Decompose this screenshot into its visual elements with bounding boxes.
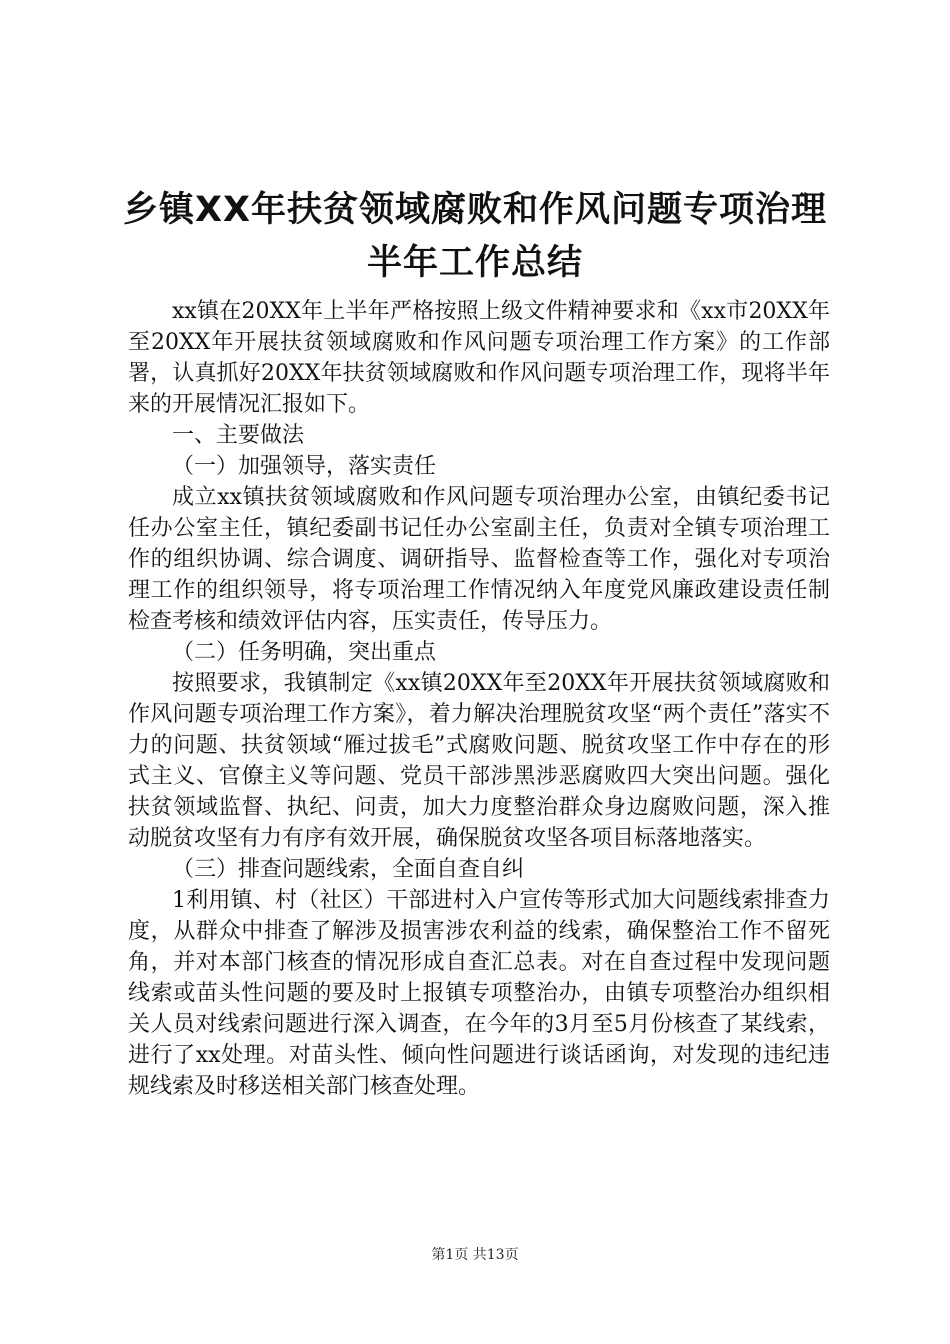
document-body [128,296,830,1102]
intro-paragraph: xx镇在20XX年上半年严格按照上级文件精神要求和《xx市20XX年至20XX年开展扶贫领域腐败和作风问题专项治理工作方案》的工作部署，认真抓好20XX年扶贫领域腐败和作风问题专项治理工作，现将半年来的开展情况汇报如下。 [128,299,830,417]
subheading-investigation: （三）排查问题线索，全面自查自纠 [172,857,525,882]
paragraph-investigation: 1利用镇、村（社区）干部进村入户宣传等形式加大问题线索排查力度，从群众中排查了解涉及损害涉农利益的线索，确保整治工作不留死角，并对本部门核查的情况形成自查汇总表。对在自查过程中发现问题线索或苗头性问题的要及时上报镇专项整治办，由镇专项整治办组织相关人员对线索问题进行深入调查，在今年的3月至5月份核查了某线索，进行了xx处理。对苗头性、倾向性问题进行谈话函询，对发现的违纪违规线索及时移送相关部门核查处理。 [128,888,830,1099]
document-title-line2: 半年工作总结 [366,243,583,283]
paragraph-tasks: 按照要求，我镇制定《xx镇20XX年至20XX年开展扶贫领域腐败和作风问题专项治理工作方案》，着力解决治理脱贫攻坚“两个责任”落实不力的问题、扶贫领域“雁过拔毛”式腐败问题、脱贫攻坚工作中存在的形式主义、官僚主义等问题、党员干部涉黑涉恶腐败四大突出问题。强化扶贫领域监督、执纪、问责，加大力度整治群众身边腐败问题，深入推动脱贫攻坚有力有序有效开展，确保脱贫攻坚各项目标落地落实。 [128,671,830,851]
section-heading-main-practices: 一、主要做法 [172,423,305,448]
paragraph-leadership: 成立xx镇扶贫领域腐败和作风问题专项治理办公室，由镇纪委书记任办公室主任，镇纪委副书记任办公室副主任，负责对全镇专项治理工作的组织协调、综合调度、调研指导、监督检查等工作，强化对专项治理工作的组织领导，将专项治理工作情况纳入年度党风廉政建设责任制检查考核和绩效评估内容，压实责任，传导压力。 [128,485,830,634]
subheading-leadership: （一）加强领导，落实责任 [172,454,437,479]
document-title-line1: 乡镇XX年扶贫领域腐败和作风问题专项治理 [123,190,827,230]
subheading-tasks: （二）任务明确，突出重点 [172,640,437,665]
page-number-footer: 第1页 共13页 [431,1247,519,1263]
